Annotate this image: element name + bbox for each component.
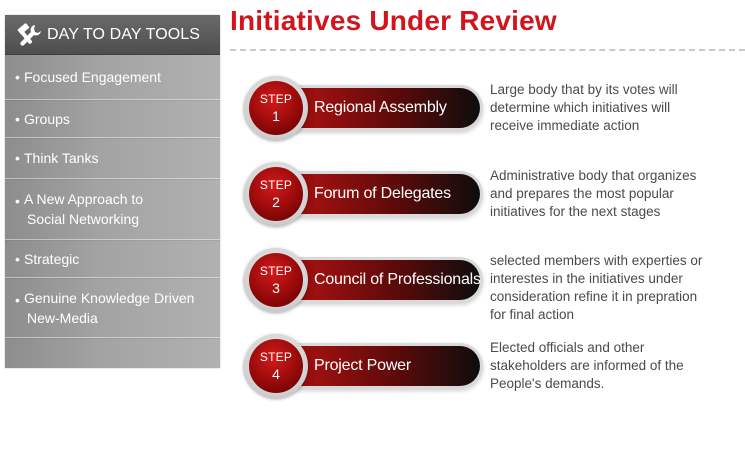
step-badge-inner [249,253,303,307]
description-line: stakeholders are informed of the [490,358,684,373]
step-badge-inner [249,81,303,135]
description-line: receive immediate action [490,118,640,133]
step-description [490,252,745,324]
sidebar-item-genuine-knowledge[interactable] [5,278,220,338]
step-badge-inner [249,167,303,221]
tools-icon [15,23,41,47]
description-line: determine which initiatives will [490,100,671,115]
step-description [490,167,745,221]
description-line: initiatives for the next stages [490,204,661,219]
step-name: Project Power [314,357,411,374]
step-badge [244,334,308,398]
step-badge [244,162,308,226]
sidebar-item-label [24,189,143,229]
sidebar-item-strategic[interactable] [5,240,220,278]
step-number: 1 [272,108,280,124]
sidebar-item-line: New-Media [27,309,98,326]
bullet: • [15,150,20,166]
bullet: • [15,69,20,85]
step-name: Regional Assembly [314,99,447,116]
sidebar-item-new-approach[interactable] [5,179,220,240]
step-label: STEP [259,264,293,278]
step-row-4 [244,334,745,398]
step-badge [244,248,308,312]
step-label: STEP [259,350,293,364]
sidebar-header [5,15,220,55]
step-number: 2 [272,194,280,210]
page-title: Initiatives Under Review [230,5,557,36]
step-label: STEP [259,92,293,106]
description-line: Administrative body that organizes [490,168,697,183]
description-line: Large body that by its votes will [490,82,678,97]
step-badge [244,76,308,140]
step-description [490,81,745,135]
description-line: People's demands. [490,376,605,391]
sidebar-title: DAY TO DAY TOOLS [47,25,201,43]
step-badge-inner [249,339,303,393]
description-line: consideration refine it in prepration [490,289,698,304]
description-line: and prepares the most popular [490,186,674,201]
step-number: 3 [272,280,280,296]
sidebar-item-label: Think Tanks [24,150,99,166]
sidebar-item-think-tanks[interactable] [5,138,220,179]
step-row-3 [244,248,745,322]
description-line: for final action [490,307,575,322]
step-description [490,339,745,393]
sidebar-item-line: Genuine Knowledge Driven [24,289,195,306]
sidebar-item-focused-engagement[interactable] [5,55,220,100]
sidebar [5,15,220,368]
description-line: interestes in the initiatives under [490,271,683,286]
step-label: STEP [259,178,293,192]
sidebar-menu [5,55,220,338]
sidebar-item-label: Strategic [24,250,80,267]
bullet: • [15,110,20,127]
sidebar-item-groups[interactable] [5,100,220,138]
step-name: Council of Professionals [314,271,481,288]
bullet: • [15,250,20,267]
step-name: Forum of Delegates [314,185,451,202]
sidebar-item-line: A New Approach to [24,191,144,207]
step-row-2 [244,162,745,226]
step-number: 4 [272,366,280,382]
sidebar-item-line: Social Networking [27,211,140,227]
sidebar-item-label: Groups [24,110,70,127]
sidebar-item-label [24,288,194,328]
title-divider [230,49,745,51]
sidebar-item-label: Focused Engagement [24,69,161,85]
step-row-1 [244,76,745,140]
description-line: Elected officials and other [490,340,645,355]
description-line: selected members with experties or [490,253,703,268]
bullet: • [15,292,20,308]
bullet: • [15,193,20,209]
